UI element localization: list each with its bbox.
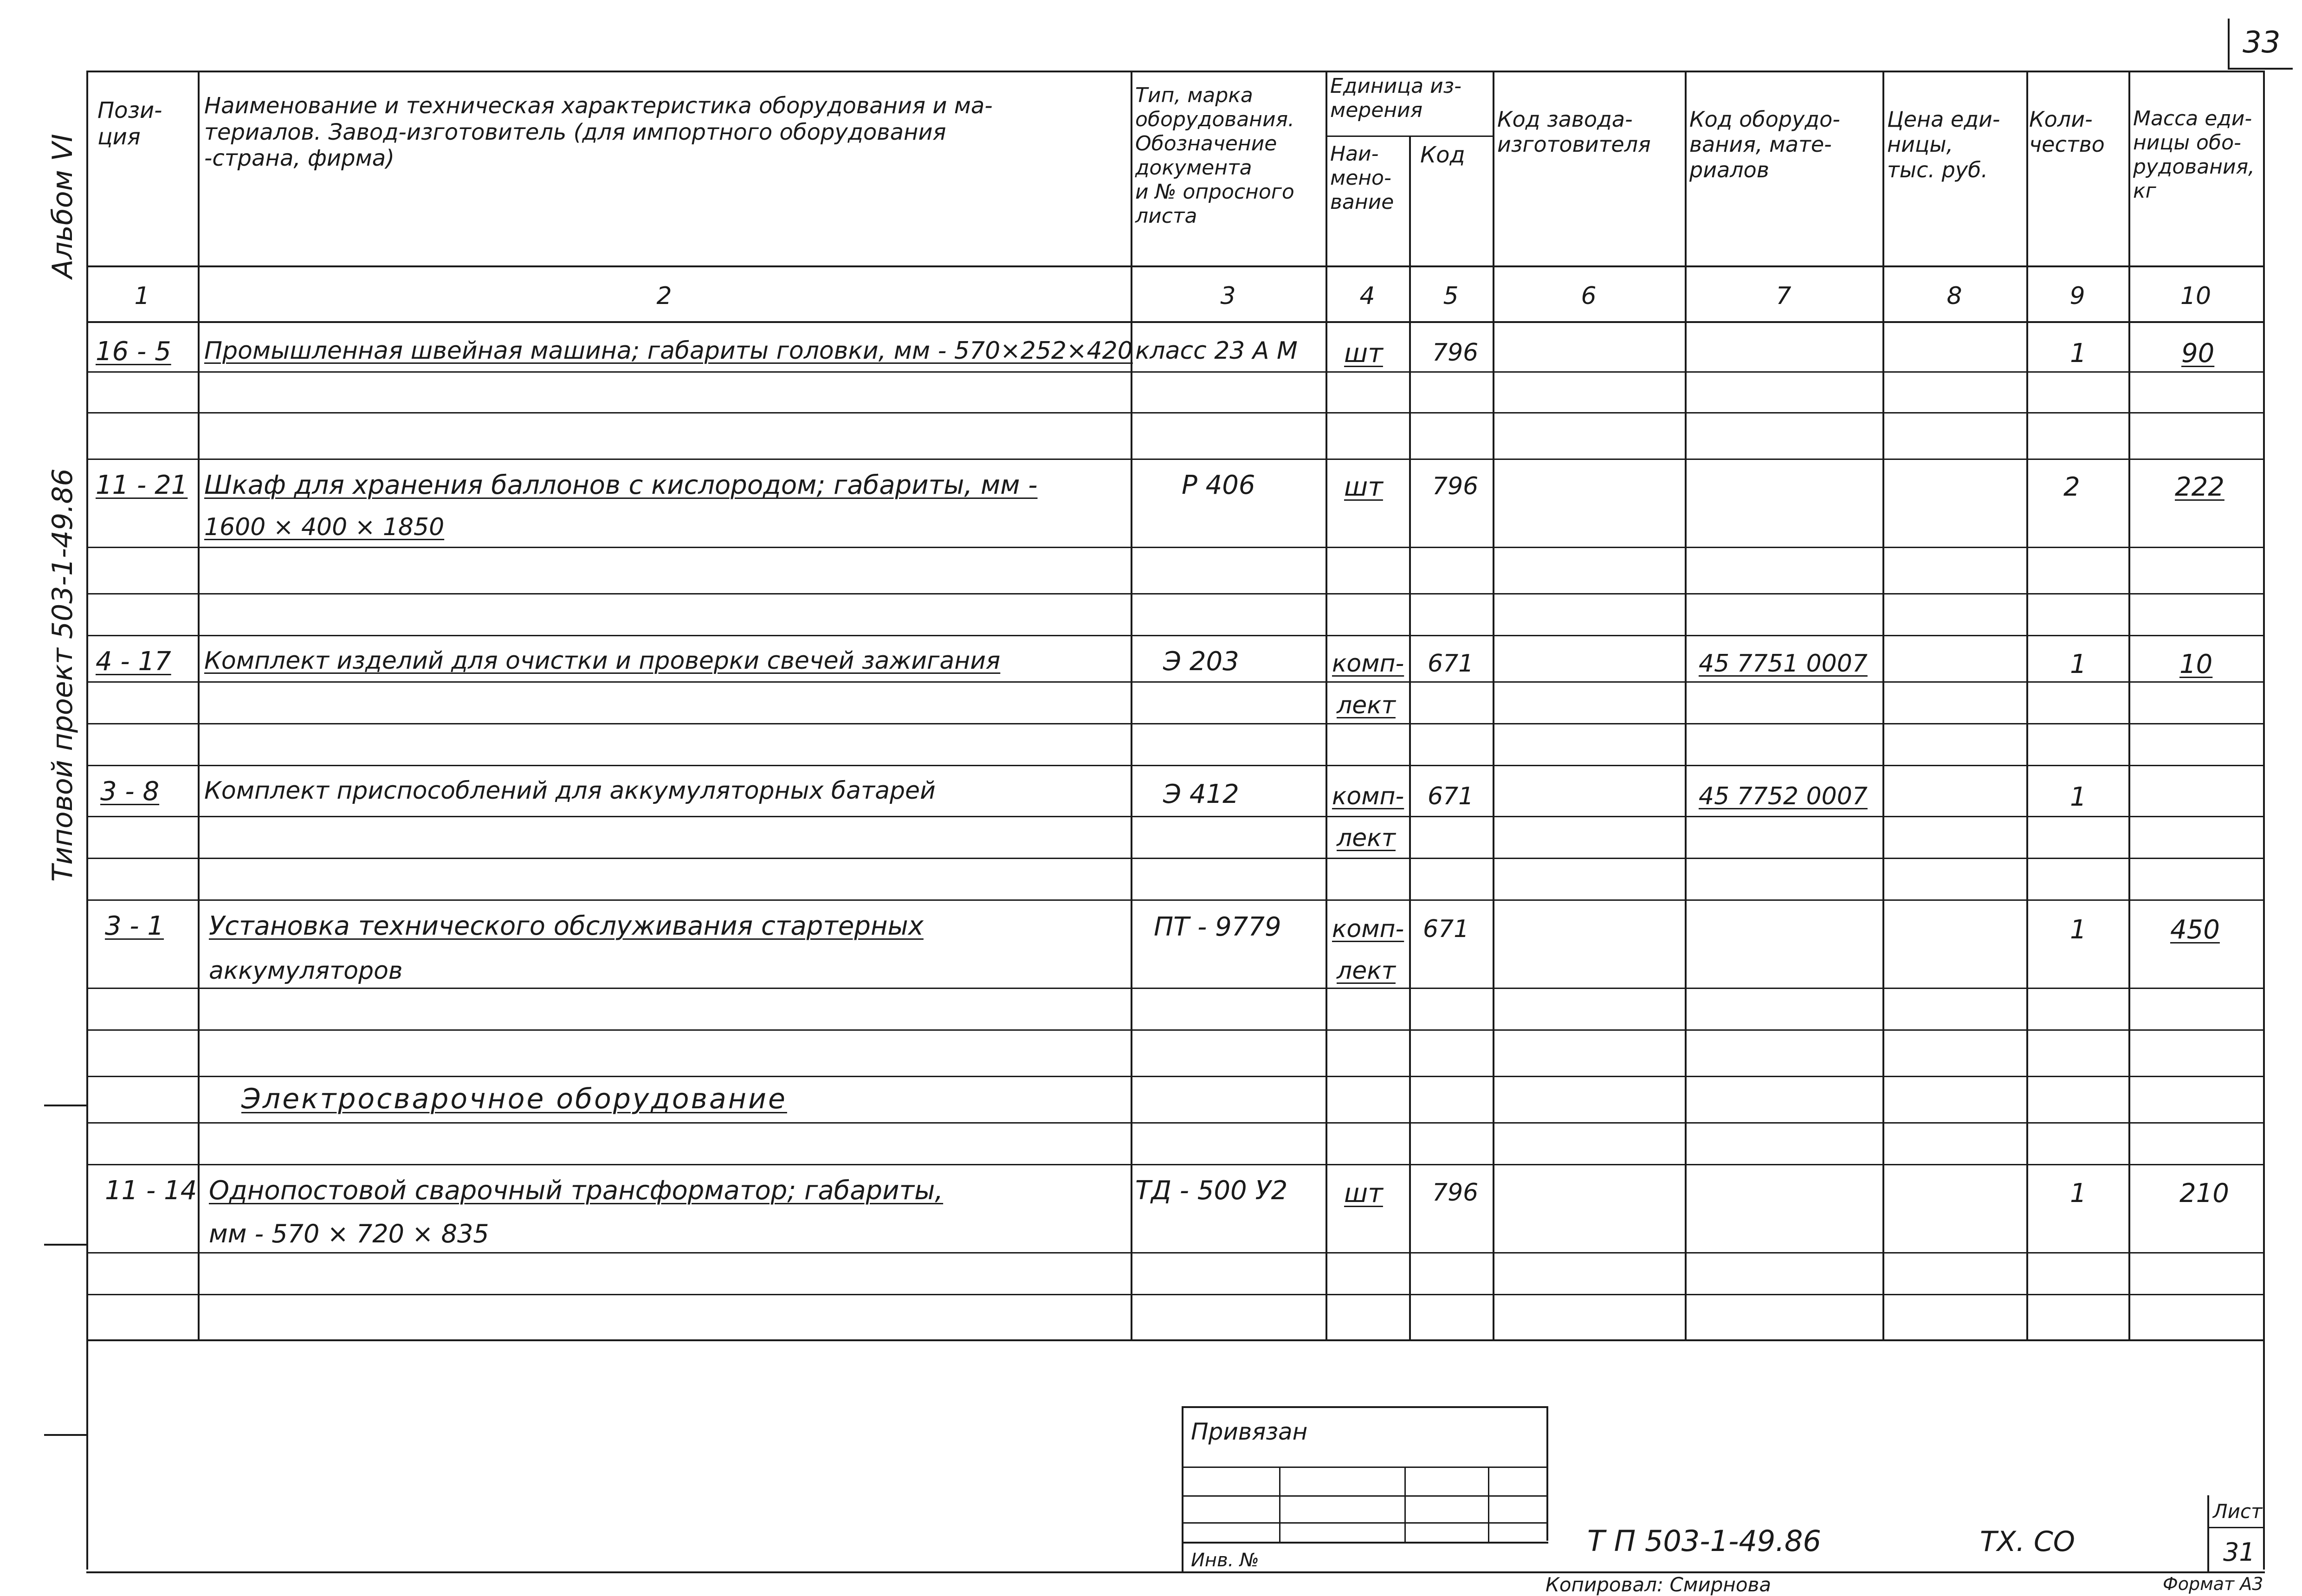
row-mass: 90 — [2181, 338, 2215, 368]
header-price: Цена еди- ницы, тыс. руб. — [1887, 107, 2000, 182]
row-position: 3 - 1 — [105, 911, 164, 941]
document-code: ТХ. СО — [1980, 1525, 2076, 1558]
stamp-attached-label: Привязан — [1191, 1418, 1308, 1445]
col-line — [2026, 71, 2028, 1340]
margin-tick — [44, 1434, 88, 1436]
document-designation: Т П 503-1-49.86 — [1587, 1524, 1821, 1558]
row-position: 3 - 8 — [100, 776, 160, 807]
row-unit-code: 671 — [1428, 650, 1474, 678]
section-heading: Электросварочное оборудование — [241, 1083, 787, 1115]
stamp-line — [1182, 1495, 1548, 1497]
row-type: Э 412 — [1163, 779, 1239, 809]
row-unit-code: 671 — [1428, 782, 1474, 810]
row-position: 11 - 14 — [105, 1176, 197, 1206]
column-number: 1 — [134, 282, 150, 310]
row-line — [86, 1122, 2265, 1124]
column-number: 4 — [1359, 282, 1375, 310]
header-maker-code: Код завода- изготовителя — [1497, 107, 1651, 157]
frame-bottom-line — [86, 1571, 2265, 1573]
stamp-line — [1546, 1406, 1548, 1541]
row-line — [86, 1029, 2265, 1031]
row-position: 16 - 5 — [96, 336, 171, 367]
row-quantity: 2 — [2063, 472, 2080, 502]
row-unit: комп- — [1332, 782, 1404, 810]
column-number: 8 — [1946, 282, 1962, 310]
sheet-corner-number: 33 — [2243, 26, 2281, 60]
side-album-label: Альбом VI — [46, 134, 79, 278]
stamp-line — [1182, 1522, 1548, 1524]
row-unit-line2: лект — [1337, 957, 1396, 985]
row-name: Шкаф для хранения баллонов с кислородом; габариты, мм - — [204, 470, 1038, 500]
header-material-code: Код оборудо- вания, мате- риалов — [1689, 107, 1840, 182]
row-type: Р 406 — [1182, 470, 1255, 500]
row-name-line2: аккумуляторов — [209, 957, 403, 985]
row-line — [86, 1164, 2265, 1165]
row-unit: шт — [1344, 1178, 1383, 1208]
row-position: 4 - 17 — [96, 646, 171, 677]
column-number: 2 — [656, 282, 672, 310]
corner-tick — [2228, 19, 2230, 70]
row-type: ПТ - 9779 — [1154, 912, 1281, 942]
row-name: Установка технического обслуживания стартерных — [209, 911, 924, 941]
stamp-line — [1182, 1406, 1548, 1408]
row-quantity: 1 — [2070, 649, 2087, 679]
row-name: Однопостовой сварочный трансформатор; габариты, — [209, 1176, 944, 1206]
row-quantity: 1 — [2070, 338, 2087, 368]
row-mass: 210 — [2179, 1178, 2229, 1208]
table-border-right — [2263, 71, 2265, 1570]
row-mass: 10 — [2179, 649, 2213, 679]
unit-group-divider — [1326, 136, 1494, 137]
footer-format: Формат А3 — [2163, 1574, 2263, 1594]
sheet-box-line — [2207, 1527, 2265, 1528]
row-line — [86, 899, 2265, 901]
row-unit: шт — [1344, 338, 1383, 368]
row-unit-line2: лект — [1337, 824, 1396, 852]
footer-copied: Копировал: Смирнова — [1545, 1573, 1772, 1596]
row-line — [86, 681, 2265, 683]
row-line — [86, 459, 2265, 460]
row-line — [86, 988, 2265, 989]
col-line — [1409, 136, 1411, 1340]
stamp-line — [1279, 1467, 1280, 1542]
row-quantity: 1 — [2070, 1178, 2087, 1208]
row-quantity: 1 — [2070, 915, 2087, 945]
margin-tick — [44, 1105, 88, 1106]
row-unit: комп- — [1332, 650, 1404, 678]
header-mass: Масса еди- ницы обо- рудования, кг — [2133, 107, 2255, 203]
row-line — [86, 1294, 2265, 1295]
row-unit-code: 796 — [1432, 339, 1479, 367]
side-project-label: Типовой проект 503-1-49.86 — [46, 468, 79, 882]
col-line — [1131, 71, 1132, 1340]
colnum-bottom-line — [86, 321, 2265, 323]
col-line — [1882, 71, 1884, 1340]
sheet-label: Лист — [2213, 1500, 2263, 1523]
header-unit-group: Единица из- мерения — [1330, 74, 1461, 122]
row-line — [86, 1076, 2265, 1077]
row-name: Промышленная швейная машина; габариты головки, мм - 570×252×420 — [204, 337, 1133, 365]
col-line — [1326, 71, 1327, 1340]
row-type: класс 23 А М — [1135, 337, 1298, 365]
row-unit-line2: лект — [1337, 691, 1396, 719]
header-bottom-line — [86, 265, 2265, 267]
col-line — [198, 71, 200, 1340]
row-line — [86, 723, 2265, 724]
header-type: Тип, марка оборудования. Обозначение документа и № опросного листа — [1135, 84, 1294, 228]
stamp-inventory-label: Инв. № — [1191, 1550, 1259, 1571]
col-line — [1685, 71, 1687, 1340]
margin-tick — [44, 1244, 88, 1246]
row-unit: шт — [1344, 472, 1383, 502]
row-name-line2: 1600 × 400 × 1850 — [204, 513, 445, 541]
row-line — [86, 816, 2265, 817]
header-name: Наименование и техническая характеристика оборудования и ма- териалов. Завод-изготовитель (для импортного оборудования -страна, фирма) — [204, 93, 993, 172]
row-type: ТД - 500 У2 — [1135, 1176, 1288, 1206]
sheet-box-line — [2207, 1495, 2209, 1573]
header-unit-code: Код — [1420, 142, 1465, 168]
row-name: Комплект изделий для очистки и проверки свечей зажигания — [204, 647, 1001, 675]
stamp-line — [1182, 1467, 1548, 1468]
row-name: Комплект приспособлений для аккумуляторных батарей — [204, 777, 936, 805]
row-position: 11 - 21 — [96, 470, 188, 500]
column-number: 5 — [1443, 282, 1459, 310]
sheet-number: 31 — [2223, 1538, 2255, 1567]
column-number: 10 — [2180, 282, 2211, 310]
row-material-code: 45 7752 0007 — [1699, 782, 1868, 810]
table-body-bottom — [86, 1339, 2265, 1341]
header-quantity: Коли- чество — [2029, 107, 2105, 157]
table-border-top — [86, 71, 2265, 72]
header-position: Пози- ция — [97, 97, 162, 150]
row-line — [86, 593, 2265, 594]
row-unit: комп- — [1332, 915, 1404, 943]
column-number: 3 — [1220, 282, 1236, 310]
row-quantity: 1 — [2070, 782, 2087, 812]
row-line — [86, 371, 2265, 373]
row-line — [86, 858, 2265, 859]
col-line — [1493, 71, 1494, 1340]
row-unit-code: 796 — [1432, 1179, 1479, 1207]
header-unit-name: Наи- мено- вание — [1330, 142, 1394, 214]
row-material-code: 45 7751 0007 — [1699, 650, 1868, 678]
column-number: 7 — [1776, 282, 1791, 310]
row-line — [86, 1252, 2265, 1254]
corner-tick-h — [2228, 68, 2293, 70]
row-line — [86, 412, 2265, 414]
row-name-line2: мм - 570 × 720 × 835 — [209, 1219, 489, 1248]
stamp-line — [1182, 1406, 1183, 1573]
row-line — [86, 635, 2265, 636]
row-mass: 222 — [2175, 472, 2224, 502]
column-number: 9 — [2069, 282, 2085, 310]
row-type: Э 203 — [1163, 646, 1239, 677]
stamp-line — [1182, 1542, 1548, 1544]
row-unit-code: 671 — [1423, 915, 1469, 943]
row-line — [86, 547, 2265, 548]
row-line — [86, 765, 2265, 766]
column-number: 6 — [1581, 282, 1597, 310]
row-unit-code: 796 — [1432, 472, 1479, 500]
stamp-line — [1488, 1467, 1489, 1542]
row-mass: 450 — [2170, 915, 2220, 945]
col-line — [2128, 71, 2130, 1340]
stamp-line — [1404, 1467, 1406, 1542]
